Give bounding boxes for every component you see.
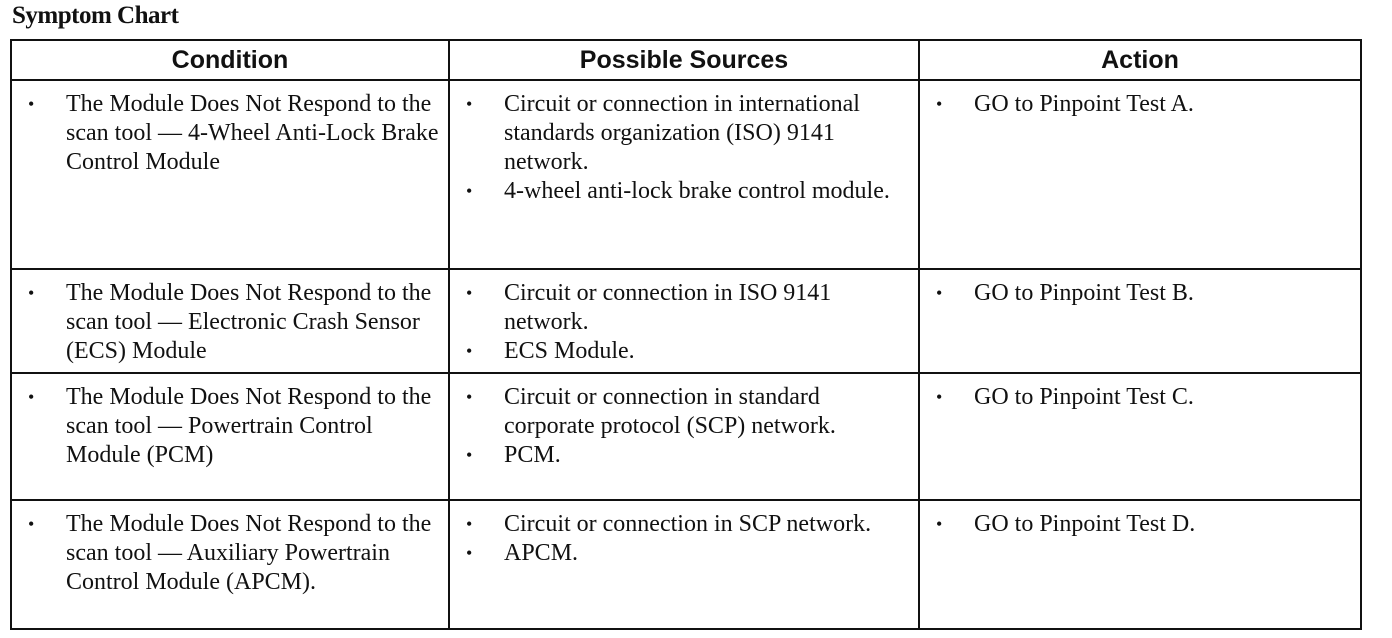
condition-cell <box>11 373 449 500</box>
condition-text: • The Module Does Not Respond to the scan tool — Electronic Crash Sensor (ECS) Module <box>20 279 440 366</box>
table-row <box>11 373 1361 500</box>
condition-cell <box>11 80 449 269</box>
action-text: • GO to Pinpoint Test C. <box>928 383 1352 412</box>
condition-text: • The Module Does Not Respond to the scan tool — 4-Wheel Anti-Lock Brake Control Module <box>20 90 440 177</box>
condition-text: • The Module Does Not Respond to the scan tool — Powertrain Control Module (PCM) <box>20 383 440 470</box>
action-text: • GO to Pinpoint Test D. <box>928 510 1352 539</box>
source-item: • APCM. <box>458 539 910 568</box>
action-cell <box>919 373 1361 500</box>
page-title: Symptom Chart <box>12 2 179 29</box>
possible-sources-column-header: Possible Sources <box>449 40 919 80</box>
sources-cell <box>449 269 919 373</box>
symptom-chart-table <box>10 39 1362 630</box>
source-item: • 4-wheel anti-lock brake control module. <box>458 177 910 206</box>
table-row <box>11 80 1361 269</box>
source-item: • Circuit or connection in international standards organization (ISO) 9141 network. <box>458 90 910 177</box>
source-item: • Circuit or connection in SCP network. <box>458 510 910 539</box>
condition-text: • The Module Does Not Respond to the scan tool — Auxiliary Powertrain Control Module (APCM). <box>20 510 440 597</box>
action-text: • GO to Pinpoint Test A. <box>928 90 1352 119</box>
action-cell <box>919 500 1361 629</box>
condition-cell <box>11 500 449 629</box>
sources-cell <box>449 373 919 500</box>
source-item: • ECS Module. <box>458 337 910 366</box>
action-text: • GO to Pinpoint Test B. <box>928 279 1352 308</box>
table-header-row <box>11 40 1361 80</box>
action-column-header: Action <box>919 40 1361 80</box>
sources-cell <box>449 80 919 269</box>
action-cell <box>919 269 1361 373</box>
sources-cell <box>449 500 919 629</box>
condition-column-header: Condition <box>11 40 449 80</box>
condition-cell <box>11 269 449 373</box>
table-row <box>11 269 1361 373</box>
source-item: • Circuit or connection in standard corporate protocol (SCP) network. <box>458 383 910 441</box>
table-row <box>11 500 1361 629</box>
source-item: • PCM. <box>458 441 910 470</box>
action-cell <box>919 80 1361 269</box>
source-item: • Circuit or connection in ISO 9141 network. <box>458 279 910 337</box>
